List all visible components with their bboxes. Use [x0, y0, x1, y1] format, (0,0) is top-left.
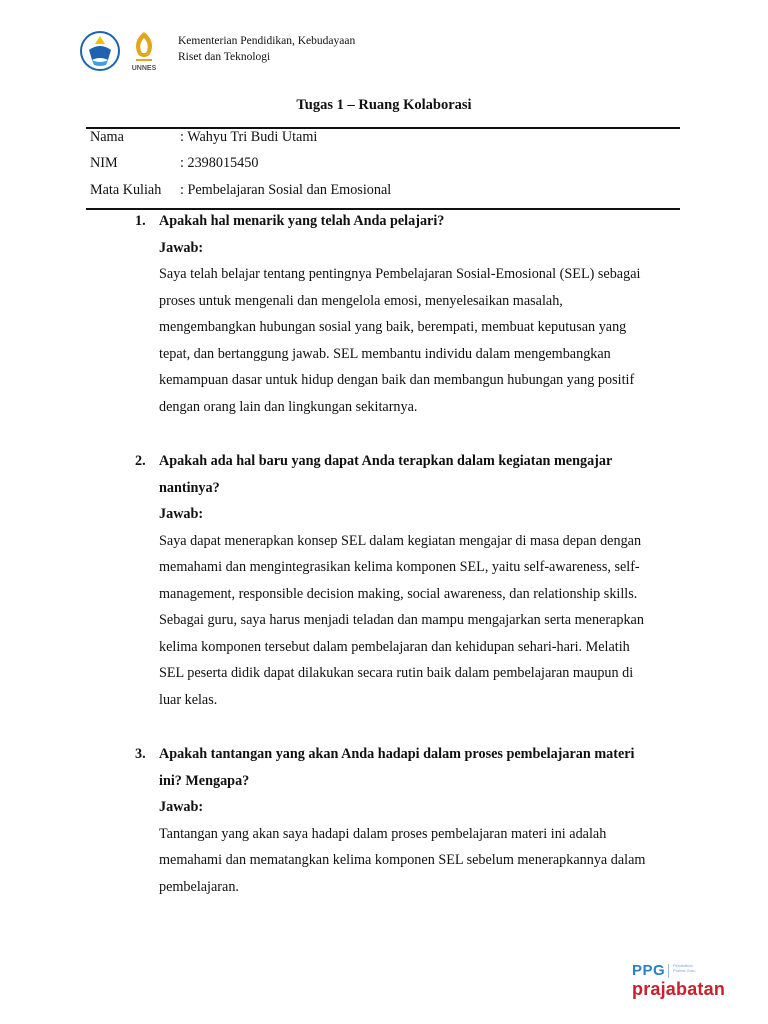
answer-line: kelima komponen tersebut dalam pembelajaran dan kehidupan sehari-hari. Melatih — [159, 638, 630, 655]
prajabatan-logo-text: prajabatan — [632, 979, 726, 999]
question-block-3 — [135, 741, 675, 900]
answer-text — [135, 528, 675, 714]
top-rule — [86, 127, 680, 129]
answer-line: memahami dan mengintegrasikan kelima komponen SEL, yaitu self-awareness, self- — [159, 559, 640, 575]
question-number: 1. — [135, 213, 146, 229]
ppg-logo-text: PPG — [632, 962, 666, 979]
info-label: Mata Kuliah — [90, 182, 162, 198]
question-text-line: Apakah tantangan yang akan Anda hadapi dalam proses pembelajaran materi — [159, 746, 635, 762]
jawab-label: Jawab: — [159, 239, 204, 256]
ministry-line-1: Kementerian Pendidikan, Kebudayaan — [178, 35, 356, 47]
jawab-label: Jawab: — [159, 506, 204, 522]
question-text-line: ini? Mengapa? — [159, 772, 250, 789]
jawab-label: Jawab: — [159, 799, 204, 815]
answer-line: SEL peserta didik dapat dilakukan secara rutin baik dalam pembelajaran maupun di — [159, 665, 634, 681]
answer-line: memahami dan mematangkan kelima komponen SEL sebelum menerapkannya dalam — [159, 852, 646, 868]
question-block-1 — [135, 208, 675, 420]
answer-line: tepat, dan bertanggung jawab. SEL membantu individu dalam mengembangkan — [159, 345, 611, 362]
info-value: : Wahyu Tri Budi Utami — [180, 129, 318, 145]
answer-line: luar kelas. — [159, 691, 218, 708]
question-heading — [135, 448, 675, 501]
answer-line: management, responsible decision making, social awareness, dan relationship skills. — [159, 585, 638, 602]
answer-line: dengan orang lain dan lingkungan sekitarnya. — [159, 398, 418, 415]
info-value: : 2398015450 — [180, 155, 259, 171]
answer-line: kemampuan dasar untuk hidup dengan baik dan membangun hubungan yang positif — [159, 372, 635, 388]
ministry-name — [178, 33, 355, 65]
logo-divider — [668, 964, 669, 978]
info-label: Nama — [90, 129, 124, 145]
unnes-logo-text: UNNES — [131, 65, 157, 72]
answer-text — [135, 261, 675, 420]
ministry-line-2: Riset dan Teknologi — [178, 51, 271, 63]
question-text-line: Apakah ada hal baru yang dapat Anda terapkan dalam kegiatan mengajar — [159, 453, 613, 469]
question-heading — [135, 741, 675, 794]
unnes-logo-icon — [124, 30, 164, 72]
question-text-line: Apakah hal menarik yang telah Anda pelajari? — [159, 213, 445, 229]
answer-line: pembelajaran. — [159, 878, 239, 895]
info-label: NIM — [90, 155, 118, 171]
ppg-tagline: Pendidikan Profesi Guru — [673, 963, 696, 973]
answer-line: Sebagai guru, saya harus menjadi teladan dan mampu mengajarkan serta menerapkan — [159, 612, 644, 628]
question-block-2 — [135, 448, 675, 713]
info-value: : Pembelajaran Sosial dan Emosional — [180, 182, 392, 198]
tut-wuri-handayani-logo-icon — [80, 30, 120, 72]
answer-line: Tantangan yang akan saya hadapi dalam proses pembelajaran materi ini adalah — [159, 825, 607, 842]
answer-line: Saya dapat menerapkan konsep SEL dalam kegiatan mengajar di masa depan dengan — [159, 532, 642, 549]
document-title: Tugas 1 – Ruang Kolaborasi — [296, 97, 472, 113]
answer-line: proses untuk mengenali dan mengelola emosi, menyelesaikan masalah, — [159, 292, 563, 309]
question-number: 2. — [135, 453, 146, 469]
answer-line: Saya telah belajar tentang pentingnya Pembelajaran Sosial-Emosional (SEL) sebagai — [159, 266, 641, 282]
ppg-prajabatan-logo — [632, 962, 724, 1004]
answer-text — [135, 821, 675, 901]
answer-line: mengembangkan hubungan sosial yang baik, berempati, membuat keputusan yang — [159, 319, 627, 335]
question-number: 3. — [135, 746, 146, 762]
question-text-line: nantinya? — [159, 479, 220, 496]
document-header — [80, 30, 355, 72]
question-heading — [135, 208, 675, 235]
